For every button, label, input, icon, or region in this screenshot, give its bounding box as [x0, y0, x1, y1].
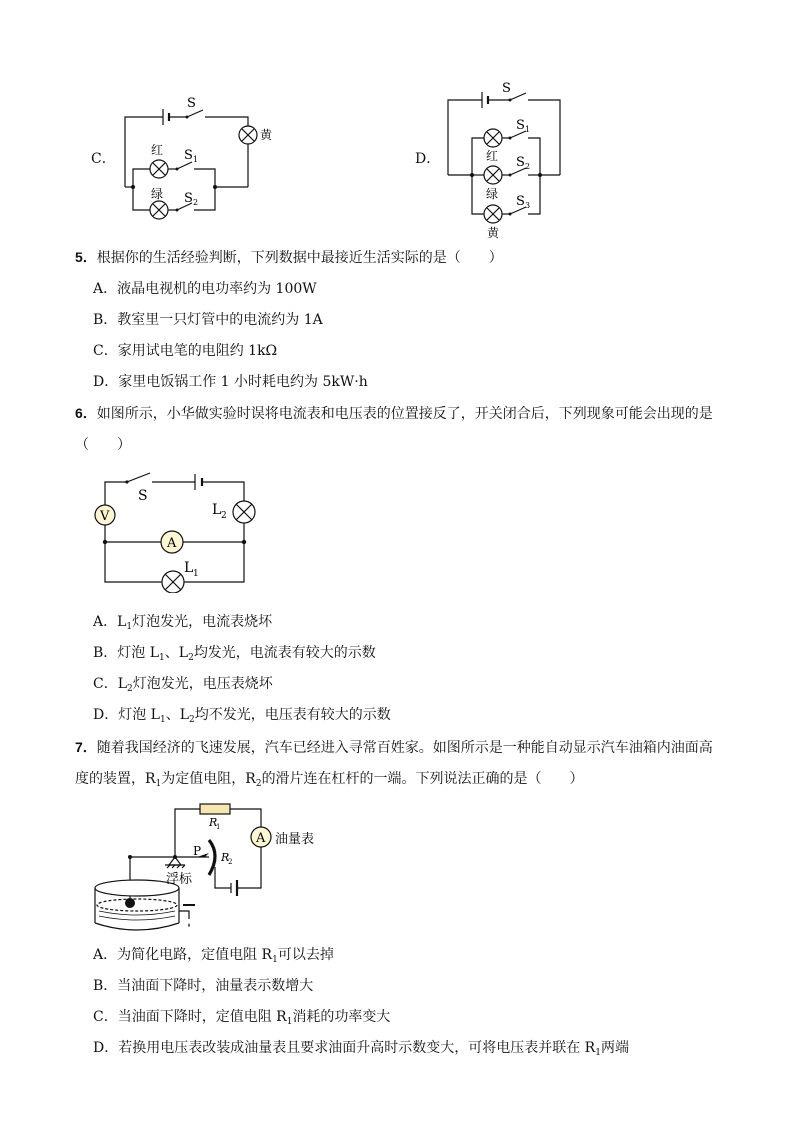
q6-switch-s: S [138, 488, 148, 504]
q6-option-d: D．灯泡 $L_1$、$L_2$均不发光，电压表有较大的示数 [93, 707, 391, 725]
q7-meter-a: A [256, 831, 266, 846]
q4-circuit-c [115, 92, 295, 222]
c-switch-s1-sub: 1 [193, 155, 199, 164]
q5-option-a: A．液晶电视机的电功率约为 100W [93, 281, 317, 297]
q6-option-b: B．灯泡 $L_1$、$L_2$均发光，电流表有较大的示数 [93, 645, 376, 663]
q6-number: 6． [75, 405, 97, 421]
q4-option-c-label: C． [91, 151, 116, 167]
c-lamp-yellow: 黄 [260, 128, 273, 142]
d-switch-s3: S [516, 194, 525, 209]
d-switch-s2: S [516, 155, 525, 170]
c-switch-s2: S [184, 191, 193, 206]
c-switch-s2-sub: 2 [193, 198, 199, 207]
q7-pointer-p: P [193, 844, 202, 858]
q7-meter-label: 油量表 [275, 832, 315, 847]
q7-stem [75, 738, 713, 757]
q5-option-c: C．家用试电笔的电阻约 1kΩ [93, 343, 278, 359]
q5-number: 5． [75, 249, 97, 265]
d-switch-s3-sub: 3 [525, 201, 531, 210]
q4-option-d-label: D． [415, 151, 441, 167]
c-switch-s: S [187, 96, 196, 111]
d-switch-s1-sub: 1 [525, 125, 531, 134]
q7-r1-sub: 1 [216, 823, 221, 831]
d-lamp-green: 绿 [486, 187, 499, 201]
q7-number: 7． [75, 739, 97, 755]
q7-option-a: A．为简化电路，定值电阻 $R_1$可以去掉 [93, 947, 334, 965]
q6-voltmeter-v: V [100, 509, 110, 524]
q6-lamp2-label: L [212, 502, 222, 518]
q7-r1-label: R [209, 816, 218, 829]
q6-circuit [90, 468, 260, 593]
q6-stem-line1: 如图所示，小华做实验时误将电流表和电压表的位置接反了，开关闭合后，下列现象可能会出现的是 [96, 406, 713, 422]
q7-option-d: D．若换用电压表改装成油量表且要求油面升高时示数变大，可将电压表并联在 $R_1$两端 [93, 1040, 629, 1058]
q7-r2-sub: 2 [228, 858, 233, 866]
q6-stem [75, 404, 713, 423]
q6-option-c: C．$L_2$灯泡发光，电压表烧坏 [93, 676, 273, 694]
q4-circuit-d [440, 80, 580, 240]
q7-float-label: 浮标 [166, 872, 193, 887]
q5-stem [75, 248, 503, 267]
d-switch-s: S [502, 81, 511, 96]
d-lamp-yellow: 黄 [487, 226, 500, 240]
q7-option-b: B．当油面下降时，油量表示数增大 [93, 978, 314, 994]
q6-lamp1-sub: 1 [193, 569, 199, 579]
q6-lamp2-sub: 2 [221, 511, 227, 521]
q5-option-b: B．教室里一只灯管中的电流约为 1A [93, 312, 323, 328]
q5-stem-text: 根据你的生活经验判断，下列数据中最接近生活实际的是（ ） [96, 250, 503, 266]
c-switch-s1: S [184, 148, 193, 163]
c-lamp-green: 绿 [151, 187, 164, 201]
q7-option-c: C．当油面下降时，定值电阻 $R_1$消耗的功率变大 [93, 1009, 391, 1027]
d-lamp-red: 红 [486, 149, 499, 163]
q6-stem-line2: （ ） [75, 437, 131, 453]
q6-ammeter-a: A [167, 536, 177, 551]
q5-option-d: D．家里电饭锅工作 1 小时耗电约为 5kW·h [93, 374, 368, 390]
d-switch-s2-sub: 2 [525, 162, 531, 171]
q6-option-a: A．$L_1$灯泡发光，电流表烧坏 [93, 614, 273, 632]
d-switch-s1: S [516, 118, 525, 133]
q7-oil-gauge-figure [85, 795, 335, 940]
q7-stem-line2: 度的装置，$R_1$为定值电阻，$R_2$的滑片连在杠杆的一端。下列说法正确的是（ ） [75, 771, 584, 789]
q7-stem-line1: 随着我国经济的飞速发展，汽车已经进入寻常百姓家。如图所示是一种能自动显示汽车油箱内油面高 [96, 740, 713, 756]
q7-r2-label: R [221, 851, 230, 864]
q6-lamp1-label: L [184, 560, 194, 576]
c-lamp-red: 红 [151, 143, 164, 157]
